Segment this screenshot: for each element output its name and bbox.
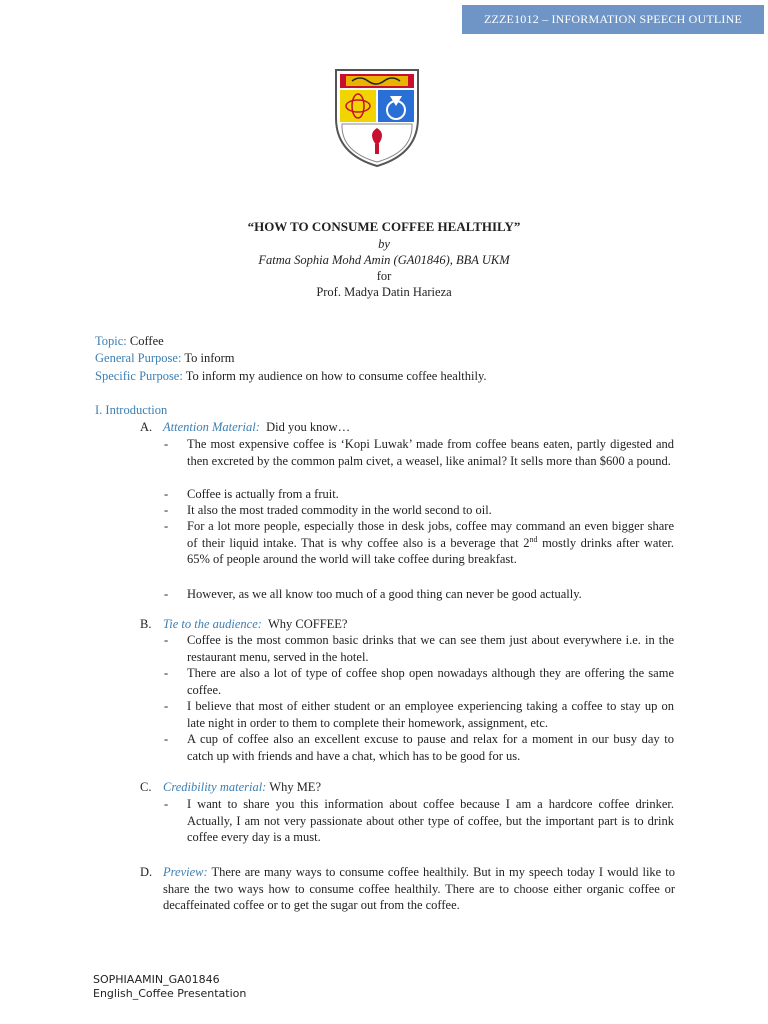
topic-line [95,333,164,350]
for-line: for [376,269,392,283]
general-purpose-line [95,350,235,367]
attention-material-text: Did you know… [266,420,351,434]
section-d-paragraph [163,864,675,914]
credibility-material-label: Credibility material: [163,780,267,794]
list-item: The most expensive coffee is ‘Kopi Luwak’ made from coffee beans eaten, partly digested and then excreted by the common palm civet, a weasel, like animal? It sells more than $600 a pound. [187,437,674,468]
bullet-dash: - [164,519,169,533]
attention-material-label: Attention Material: [163,420,260,434]
bullet-dash: - [164,732,169,746]
section-c-heading [163,779,675,796]
recipient-line: Prof. Madya Datin Harieza [316,285,452,299]
section-d-letter: D. [140,865,153,879]
bullet-dash: - [164,587,169,601]
bullet-dash: - [164,503,169,517]
section-b-heading [163,616,675,633]
bullet-dash: - [164,666,169,680]
specific-purpose-label: Specific Purpose: [95,369,183,383]
bullet-dash: - [164,487,169,501]
list-item [187,518,674,568]
general-purpose-label: General Purpose: [95,351,182,365]
section-a-heading [163,419,675,436]
tie-to-audience-label: Tie to the audience: [163,617,262,631]
introduction-heading: I. Introduction [95,403,168,417]
university-crest-logo [332,66,422,168]
specific-purpose-value: To inform my audience on how to consume coffee healthily. [185,369,487,383]
section-c-letter: C. [140,780,152,794]
section-a-letter: A. [140,420,153,434]
preview-label: Preview: [163,865,208,879]
list-item: Coffee is actually from a fruit. [187,487,339,501]
author-line: Fatma Sophia Mohd Amin (GA01846), BBA UKM [258,253,510,267]
bullet-dash: - [164,797,169,811]
footer-student-id: SOPHIAAMIN_GA01846 [93,973,220,986]
document-title: “HOW TO CONSUME COFFEE HEALTHILY” [247,219,521,234]
general-purpose-value: To inform [184,351,235,365]
list-item: I believe that most of either student or an employee experiencing taking a coffee to stay up on late night in order to them to complete their homework, assignment, etc. [187,699,674,730]
by-line: by [378,237,390,251]
specific-purpose-line [95,368,487,385]
bullet-dash: - [164,437,169,451]
list-item-text-continued: mostly drinks after water. 65% of people around the world will take coffee during breakfast. [187,535,675,566]
section-b-letter: B. [140,617,152,631]
topic-value: Coffee [129,334,164,348]
superscript-nd: nd [529,534,538,544]
list-item: Coffee is the most common basic drinks that we can see them just about everywhere i.e. in the restaurant menu, served in the hotel. [187,633,674,664]
list-item: However, as we all know too much of a good thing can never be good actually. [187,587,582,601]
list-item: There are also a lot of type of coffee shop open nowadays although they are offering the same coffee. [187,666,674,697]
topic-label: Topic: [95,334,127,348]
list-item-text: For a lot more people, especially those in desk jobs, coffee may command an even bigger share of their liquid intake. That is why coffee also is a beverage that 2 [187,519,674,550]
course-header-bar: ZZZE1012 – INFORMATION SPEECH OUTLINE [462,5,764,34]
tie-to-audience-text: Why COFFEE? [267,617,348,631]
list-item: I want to share you this information about coffee because I am a hardcore coffee drinker. Actually, I am not very passionate about other type of coffee, but the important part is to drink coffee every day is a must. [187,797,674,844]
bullet-dash: - [164,633,169,647]
preview-text: There are many ways to consume coffee healthily. But in my speech today I would like to share the two ways how to consume coffee healthily. There are to choose either organic coffee or decaffeinated coffee or to get the sugar out from the coffee. [163,865,675,912]
footer-presentation-name: English_Coffee Presentation [93,987,247,1000]
bullet-dash: - [164,699,169,713]
list-item: It also the most traded commodity in the world second to oil. [187,503,492,517]
list-item: A cup of coffee also an excellent excuse to pause and relax for a moment in our busy day to catch up with friends and have a chat, which has to be good for us. [187,732,674,763]
credibility-material-text: Why ME? [269,780,321,794]
